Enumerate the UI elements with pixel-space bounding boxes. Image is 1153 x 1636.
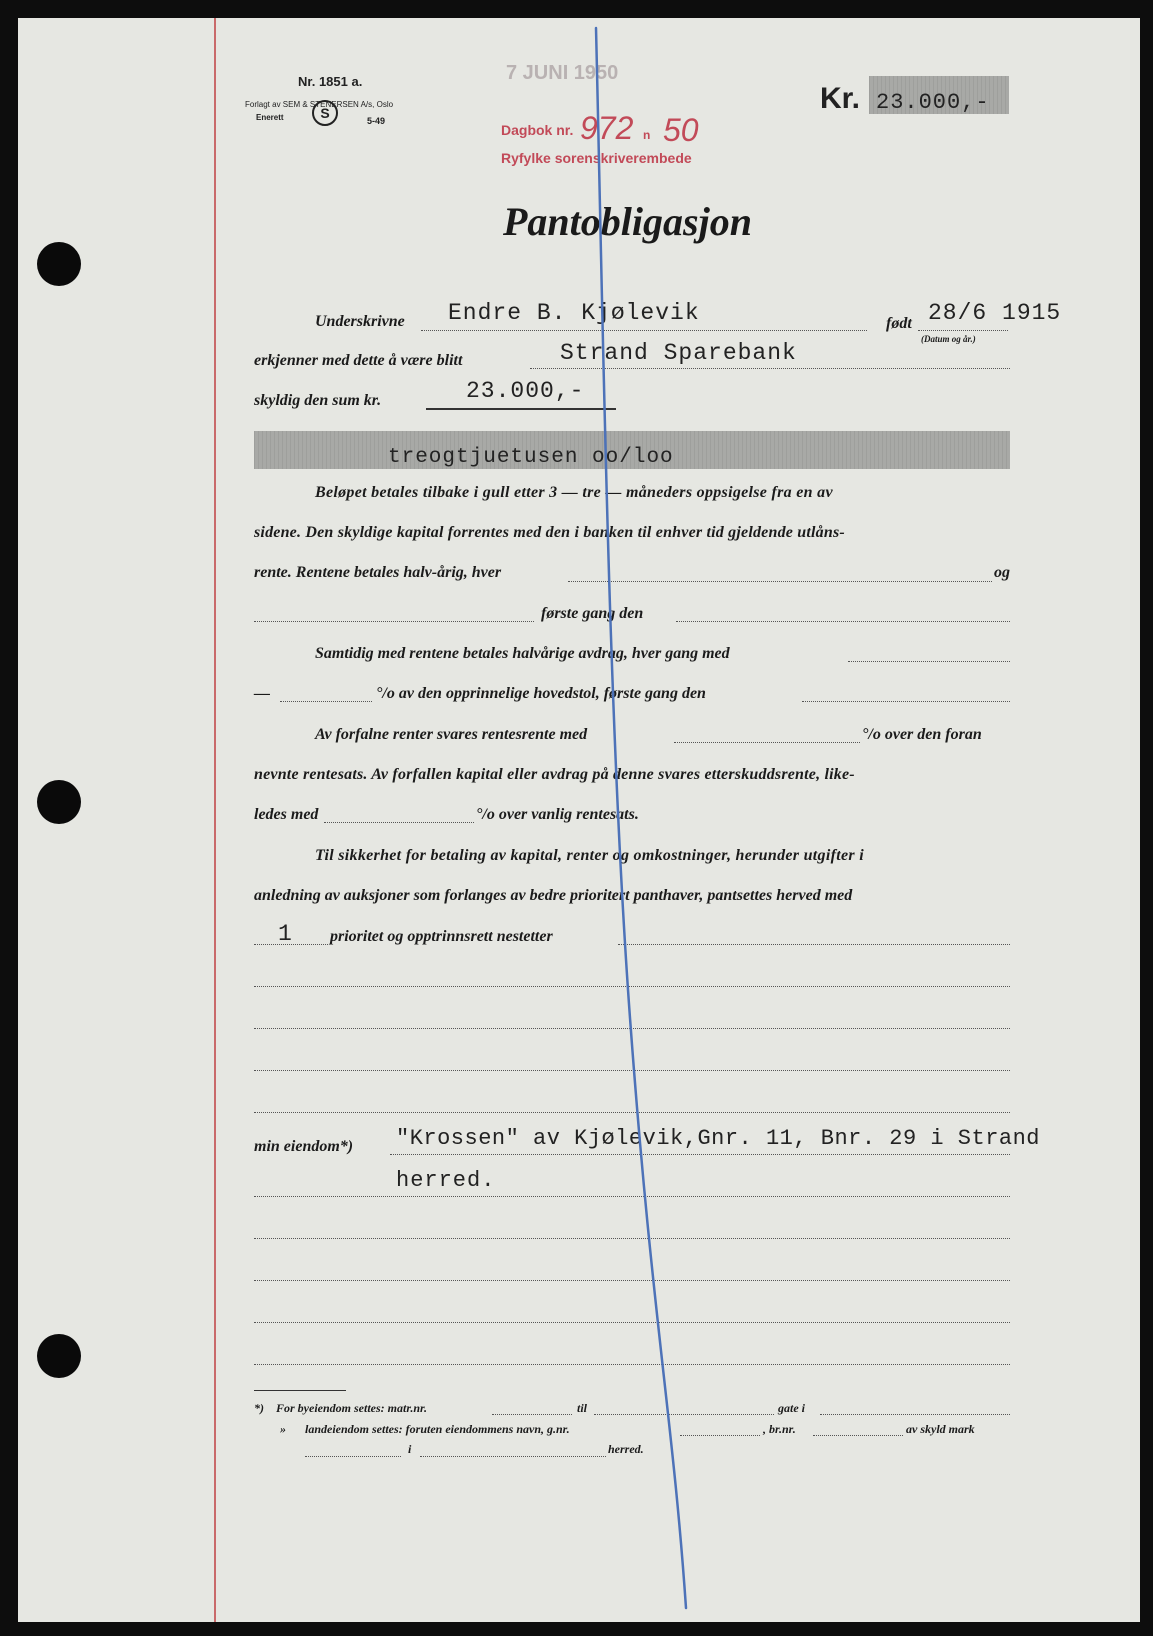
footnote-line-2-brnr: , br.nr. xyxy=(763,1422,796,1436)
footnote-line-1-to: til xyxy=(577,1401,588,1415)
creditor-name: Strand Sparebank xyxy=(560,340,797,366)
paragraph-1-line-4: første gang den xyxy=(541,605,644,622)
property-line-2: herred. xyxy=(396,1168,496,1193)
red-margin-line xyxy=(214,18,216,1622)
paragraph-2-line-1: Samtidig med rentene betales halvårige avdrag, hver gang med xyxy=(315,645,730,662)
punch-hole-top xyxy=(37,242,81,286)
footnote-line-2: landeiendom settes: foruten eiendommens navn, g.nr. xyxy=(305,1422,570,1436)
footnote-ditto-mark: » xyxy=(280,1422,286,1436)
footnote-line-2-end: av skyld mark xyxy=(906,1422,975,1436)
amount-label: Kr. xyxy=(820,82,861,115)
footnote-line-3-in: i xyxy=(408,1442,412,1456)
edition: 5-49 xyxy=(367,116,386,126)
publisher-rights: Enerett xyxy=(256,113,284,122)
footnote-line-1-street: gate i xyxy=(778,1401,805,1415)
date-stamp: 7 JUNI 1950 xyxy=(506,62,619,84)
paragraph-1-line-2: sidene. Den skyldige kapital forrentes med den i banken til enhver tid gjeldende utlåns- xyxy=(254,524,845,541)
property-label: min eiendom*) xyxy=(254,1138,354,1155)
paragraph-4-line-1: Til sikkerhet for betaling av kapital, renter og omkostninger, herunder utgifter i xyxy=(315,847,864,864)
undersigned-label: Underskrivne xyxy=(315,313,405,330)
paragraph-3-line-3-end: °/o over vanlig rentesats. xyxy=(476,806,639,823)
sum-label: skyldig den sum kr. xyxy=(254,392,382,409)
sum-value: 23.000,- xyxy=(466,378,585,404)
court-stamp: Ryfylke sorenskriverembede xyxy=(501,150,692,166)
footnote-star: *) xyxy=(254,1401,264,1415)
born-date: 28/6 1915 xyxy=(928,300,1062,326)
punch-hole-bottom xyxy=(37,1334,81,1378)
paragraph-1-line-3: rente. Rentene betales halv-årig, hver xyxy=(254,564,502,581)
paragraph-3-line-1-end: °/o over den foran xyxy=(862,726,982,743)
paragraph-3-line-1: Av forfalne renter svares rentesrente med xyxy=(315,726,588,743)
punch-hole-middle xyxy=(37,780,81,824)
paragraph-3-line-3: ledes med xyxy=(254,806,319,823)
paragraph-4-line-3: prioritet og opptrinnsrett nestetter xyxy=(330,928,553,945)
paragraph-2-line-2: °/o av den opprinnelige hovedstol, første gang den xyxy=(376,685,706,702)
publisher-line: Forlagt av SEM & STENERSEN A/s, Oslo xyxy=(245,100,394,109)
form-number: Nr. 1851 a. xyxy=(298,74,363,89)
born-label: født xyxy=(886,315,912,332)
paragraph-1-line-3-end: og xyxy=(994,564,1010,581)
amount-value: 23.000,- xyxy=(876,90,990,115)
publisher-logo-icon: S xyxy=(312,100,338,126)
property-line-1: "Krossen" av Kjølevik,Gnr. 11, Bnr. 29 i Strand xyxy=(396,1126,1041,1151)
journal-number: 972 xyxy=(580,110,634,146)
creditor-label: erkjenner med dette å være blitt xyxy=(254,352,463,369)
paragraph-1-line-1: Beløpet betales tilbake i gull etter 3 — tre — måneders oppsigelse fra en av xyxy=(315,484,833,501)
journal-year: 50 xyxy=(663,112,699,148)
document-title: Pantobligasjon xyxy=(503,199,752,244)
priority-value: 1 xyxy=(278,921,293,947)
paragraph-3-line-2: nevnte rentesats. Av forfallen kapital eller avdrag på denne svares etterskuddsrente, like- xyxy=(254,766,855,783)
paragraph-2-dash: — xyxy=(254,685,270,702)
paragraph-4-line-2: anledning av auksjoner som forlanges av bedre prioritert panthaver, pantsettes herved med xyxy=(254,887,853,904)
sum-words: treogtjuetusen oo/loo xyxy=(388,446,674,469)
document-page: Nr. 1851 a. Forlagt av SEM & STENERSEN A/s, Oslo Enerett S 5-49 7 JUNI 1950 Dagbok nr. 972 n 50 Ryfylke sorenskriverembede Kr. 23.000,- Pantobligasjon Underskrivne Endre B. Kjølevik født 28/6 1915 (Datum og år.) erkjenner med dette å være blitt Strand Sparebank skyldig den sum kr. 23.000,- treogtjuetusen oo/loo Beløpet betales tilbake i gull etter 3 — tre — måneders oppsigelse fra en av sidene. Den skyldige kapital forrentes med den i banken til enhver tid gjeldende utlåns- rente. Rentene betales halv-årig, hver og første gang den Samtidig med rentene betales halvårige avdrag, hver gang med — °/o av den opprinnelige hovedstol, første gang den Av forfalne renter svares rentesrente med °/o over den foran nevnte rentesats. Av forfallen kapital eller avdrag på denne svares etterskuddsrente, like- ledes med °/o over vanlig rentesats. Til sikkerhet for betaling av kapital, renter og omkostninger, herunder utgifter i anledning av auksjoner som forlanges av bedre prioritert panthaver, pantsettes herved med 1 prioritet og opptrinnsrett nestetter min eiendom*) "Krossen" av Kjølevik,Gnr. 11, Bnr. 29 i Strand herred. *) For byeiendom settes: matr.nr. til gate i » landeiendom settes: foruten eiendommens navn, g.nr. , br.nr. av skyld mark i herred. xyxy=(18,18,1140,1622)
footnote-line-3-herred: herred. xyxy=(608,1442,644,1456)
journal-stamp-prefix: Dagbok nr. xyxy=(501,122,574,138)
born-hint: (Datum og år.) xyxy=(921,334,976,344)
footnote-line-1: For byeiendom settes: matr.nr. xyxy=(276,1401,428,1415)
undersigned-name: Endre B. Kjølevik xyxy=(448,300,700,326)
